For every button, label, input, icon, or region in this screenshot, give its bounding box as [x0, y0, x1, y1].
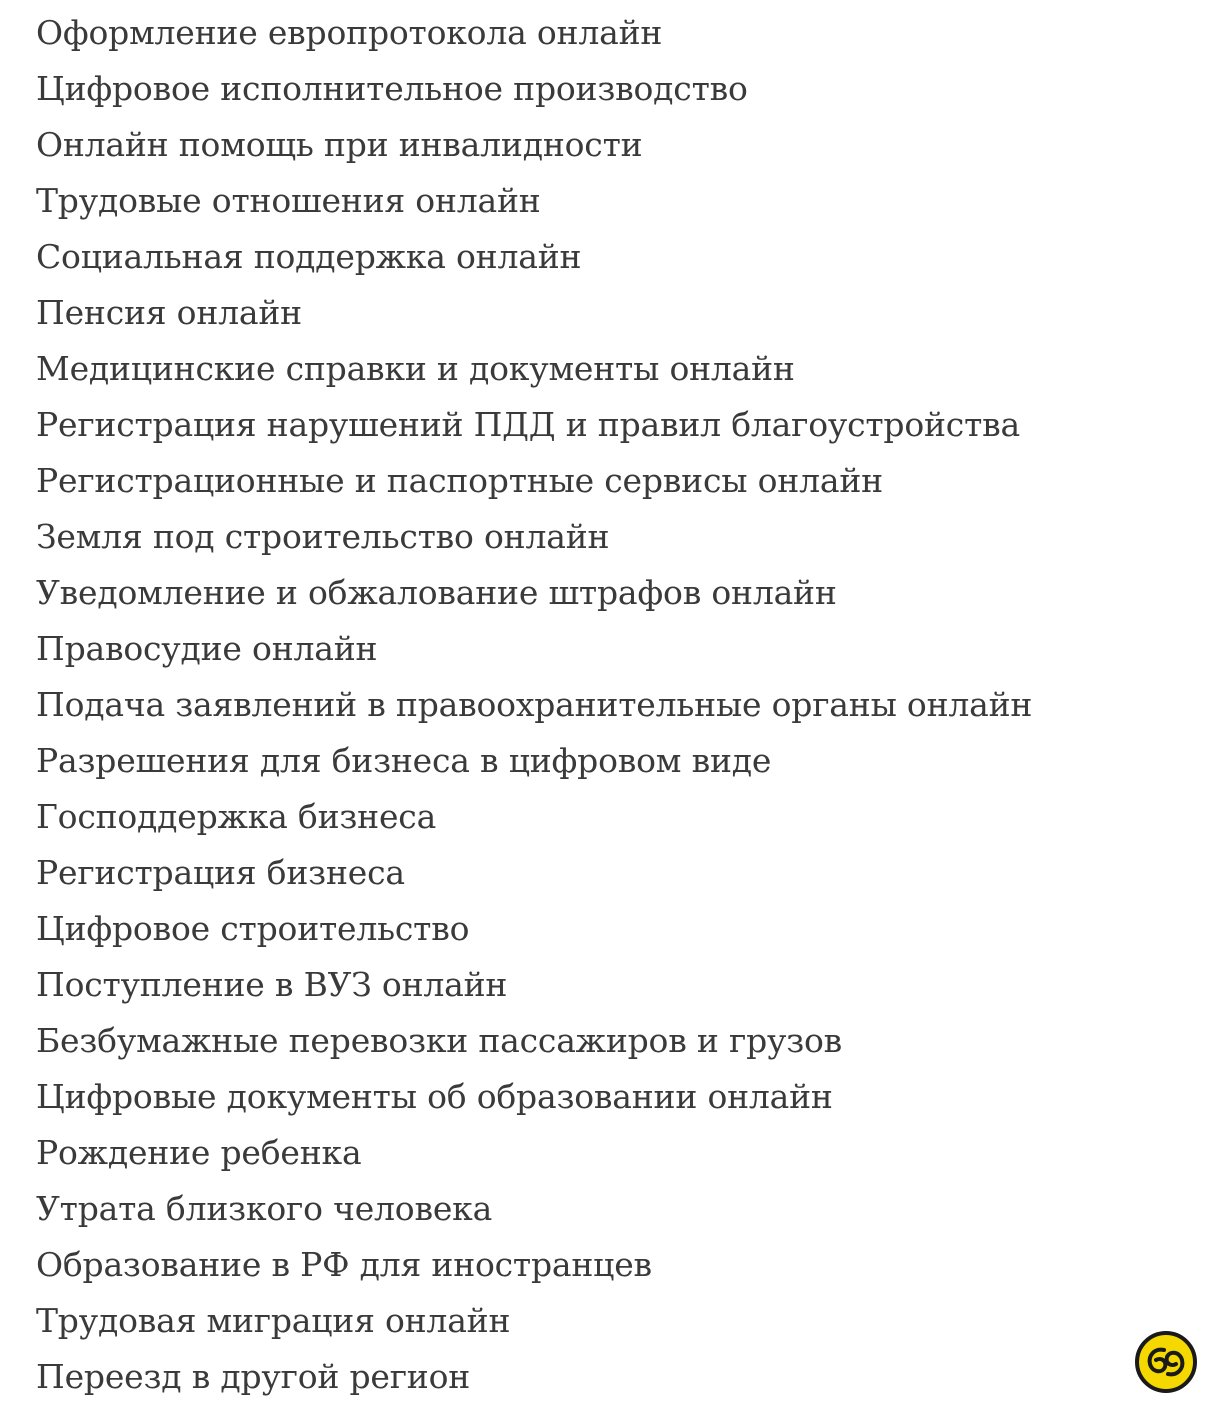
list-item: Цифровое исполнительное производство: [36, 69, 748, 108]
list-item: Рождение ребенка: [36, 1133, 362, 1172]
list-item: Регистрационные и паспортные сервисы онлайн: [36, 461, 883, 500]
list-item: Правосудие онлайн: [36, 629, 378, 668]
list-item: Безбумажные перевозки пассажиров и грузов: [36, 1021, 843, 1060]
list-item: Трудовые отношения онлайн: [36, 181, 541, 220]
list-item: Земля под строительство онлайн: [36, 517, 610, 556]
list-item: Оформление европротокола онлайн: [36, 13, 663, 52]
list-item: Переезд в другой регион: [36, 1357, 471, 1396]
list-item: Пенсия онлайн: [36, 293, 302, 332]
list-item: Подача заявлений в правоохранительные органы онлайн: [36, 685, 1033, 724]
list-item: Разрешения для бизнеса в цифровом виде: [36, 741, 772, 780]
list-item: Цифровое строительство: [36, 909, 470, 948]
yellow-round-logo-icon: [1134, 1330, 1198, 1394]
list-item: Регистрация бизнеса: [36, 853, 405, 892]
list-item: Медицинские справки и документы онлайн: [36, 349, 795, 388]
list-item: Господдержка бизнеса: [36, 797, 437, 836]
list-item: Социальная поддержка онлайн: [36, 237, 582, 276]
list-item: Утрата близкого человека: [36, 1189, 493, 1228]
list-item: Образование в РФ для иностранцев: [36, 1245, 652, 1284]
list-item: Регистрация нарушений ПДД и правил благоустройства: [36, 405, 1020, 444]
list-item: Онлайн помощь при инвалидности: [36, 125, 643, 164]
list-item: Поступление в ВУЗ онлайн: [36, 965, 508, 1004]
list-item: Трудовая миграция онлайн: [36, 1301, 511, 1340]
services-list: [36, 5, 1032, 1405]
list-item: Уведомление и обжалование штрафов онлайн: [36, 573, 837, 612]
list-item: Цифровые документы об образовании онлайн: [36, 1077, 833, 1116]
